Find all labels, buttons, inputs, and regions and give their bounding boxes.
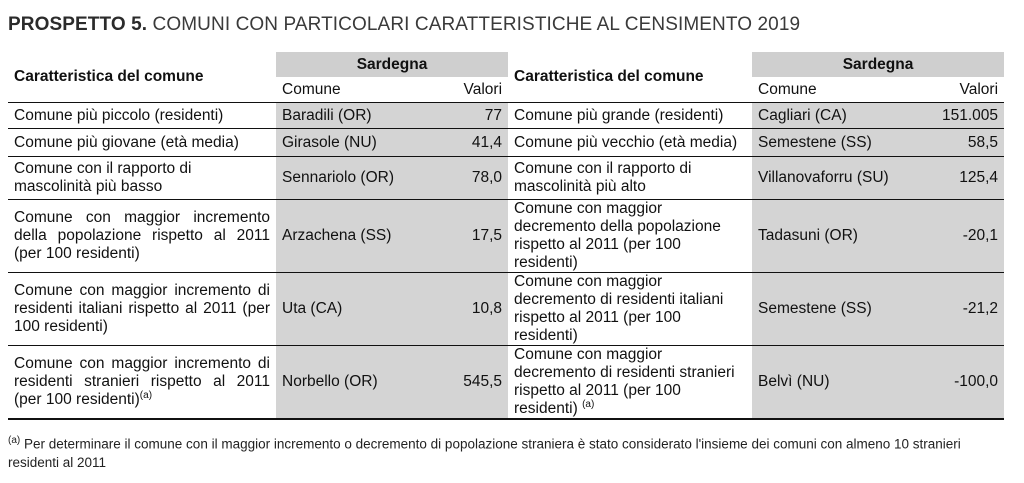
right-valore: 58,5	[924, 129, 1004, 157]
right-valore: -20,1	[924, 200, 1004, 273]
header-region-left: Sardegna	[276, 52, 508, 78]
left-valore: 41,4	[436, 129, 508, 157]
header-caratteristica-left: Caratteristica del comune	[14, 68, 204, 85]
right-valore: -100,0	[924, 346, 1004, 420]
left-valore: 78,0	[436, 157, 508, 200]
header-valori-left: Valori	[436, 78, 508, 103]
left-label: Comune più giovane (età media)	[8, 129, 276, 157]
left-label: Comune con il rapporto di mascolinità più basso	[8, 157, 276, 200]
table-row	[8, 200, 1004, 273]
footnote-text: Per determinare il comune con il maggior incremento o decremento di popolazione straniera è stato considerato l'insieme dei comuni con almeno 10 stranieri residenti al 2011	[8, 436, 961, 470]
title-text: COMUNI CON PARTICOLARI CARATTERISTICHE AL CENSIMENTO 2019	[147, 14, 801, 35]
header-comune-right: Comune	[752, 78, 924, 103]
table-row	[8, 157, 1004, 200]
header-comune-left: Comune	[276, 78, 436, 103]
header-caratteristica-right: Caratteristica del comune	[514, 68, 704, 85]
title-prefix: PROSPETTO 5.	[8, 14, 148, 35]
right-label: Comune con il rapporto di mascolinità più alto	[508, 157, 752, 200]
right-valore: 125,4	[924, 157, 1004, 200]
right-valore: -21,2	[924, 273, 1004, 346]
left-comune: Arzachena (SS)	[276, 200, 436, 273]
right-label	[508, 346, 752, 420]
table-row	[8, 129, 1004, 157]
left-comune: Sennariolo (OR)	[276, 157, 436, 200]
page-title	[8, 14, 800, 36]
left-label: Comune con maggior incremento della popolazione rispetto al 2011 (per 100 residenti)	[8, 200, 276, 273]
footnote-marker: (a)	[8, 435, 21, 446]
right-label: Comune con maggior decremento della popolazione rispetto al 2011 (per 100 residenti)	[508, 200, 752, 273]
header-valori-right: Valori	[924, 78, 1004, 103]
left-valore: 77	[436, 103, 508, 129]
left-comune: Baradili (OR)	[276, 103, 436, 129]
right-label: Comune con maggior decremento di residenti italiani rispetto al 2011 (per 100 residenti)	[508, 273, 752, 346]
footnote-marker: (a)	[139, 389, 153, 401]
table-row	[8, 103, 1004, 129]
right-comune: Villanovaforru (SU)	[752, 157, 924, 200]
footnote-marker: (a)	[582, 398, 595, 410]
right-label: Comune più vecchio (età media)	[508, 129, 752, 157]
right-label: Comune più grande (residenti)	[508, 103, 752, 129]
left-comune: Norbello (OR)	[276, 346, 436, 420]
right-comune: Belvì (NU)	[752, 346, 924, 420]
right-comune: Semestene (SS)	[752, 129, 924, 157]
right-valore: 151.005	[924, 103, 1004, 129]
header-region-right: Sardegna	[752, 52, 1004, 78]
left-label	[8, 346, 276, 420]
footnote	[8, 432, 1008, 472]
left-comune: Girasole (NU)	[276, 129, 436, 157]
left-label-text: Comune con maggior incremento di residenti stranieri rispetto al 2011 (per 100 residenti)	[14, 355, 270, 408]
left-label: Comune più piccolo (residenti)	[8, 103, 276, 129]
left-valore: 10,8	[436, 273, 508, 346]
left-valore: 545,5	[436, 346, 508, 420]
left-label: Comune con maggior incremento di residenti italiani rispetto al 2011 (per 100 residenti)	[8, 273, 276, 346]
right-comune: Cagliari (CA)	[752, 103, 924, 129]
right-comune: Semestene (SS)	[752, 273, 924, 346]
census-table	[8, 52, 1004, 420]
table-row	[8, 346, 1004, 420]
right-comune: Tadasuni (OR)	[752, 200, 924, 273]
left-valore: 17,5	[436, 200, 508, 273]
table-row	[8, 273, 1004, 346]
right-label-text: Comune con maggior decremento di residenti stranieri rispetto al 2011 (per 100 residenti)	[514, 346, 735, 417]
left-comune: Uta (CA)	[276, 273, 436, 346]
